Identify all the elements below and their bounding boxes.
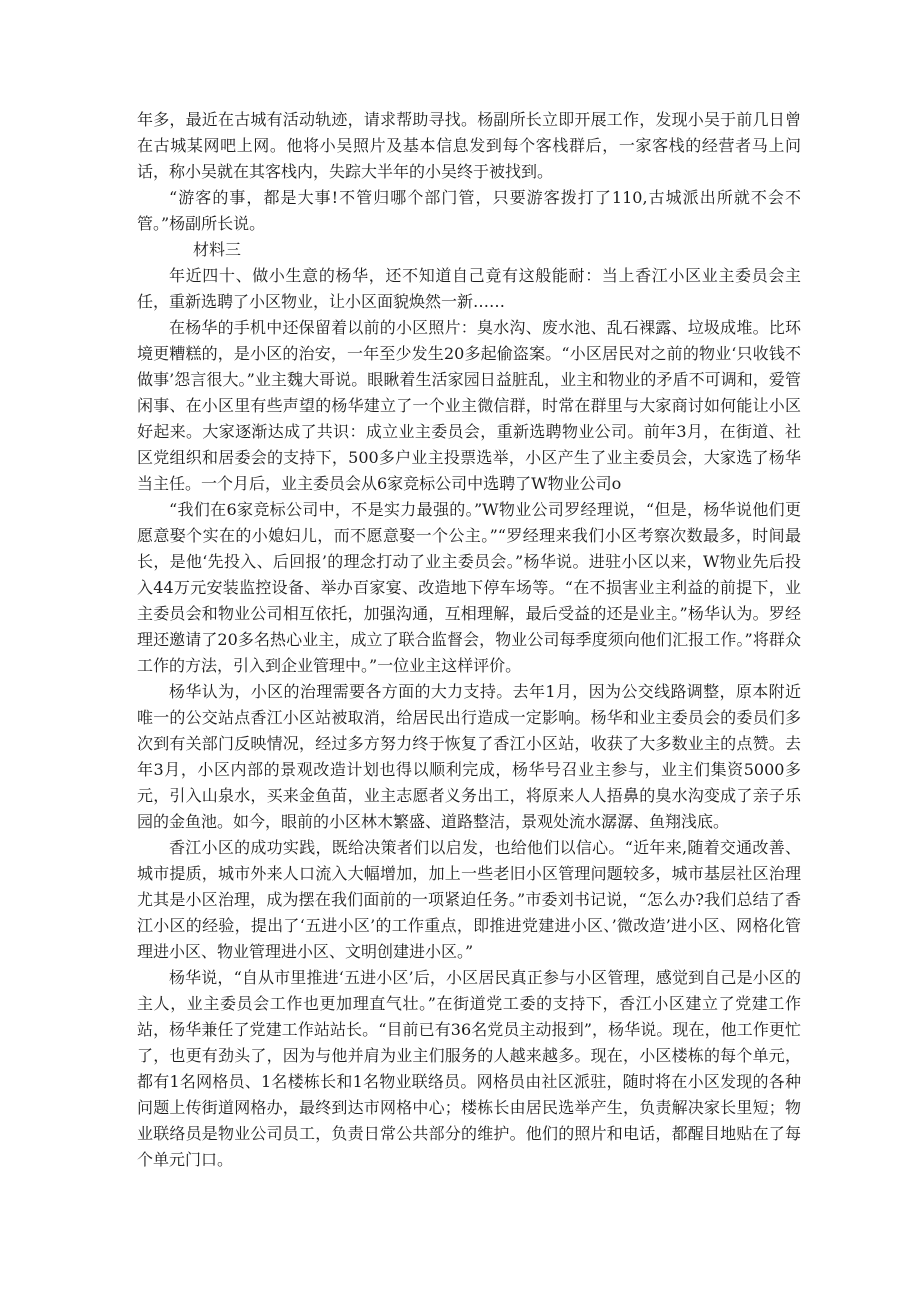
- paragraph-old-community: 在杨华的手机中还保留着以前的小区照片：臭水沟、废水池、乱石裸露、垃圾成堆。比环境更糟糕的，是小区的治安，一年至少发生20多起偷盗案。“小区居民对之前的物业‘只收钱不做事’怨言很大。”业主魏大哥说。眼瞅着生活家园日益脏乱，业主和物业的矛盾不可调和，爱管闲事、在小区里有些声望的杨华建立了一个业主微信群，时常在群里与大家商讨如何能让小区好起来。大家逐渐达成了共识：成立业主委员会，重新选聘物业公司。前年3月，在街道、社区党组织和居委会的支持下，500多户业主投票选举，小区产生了业主委员会，大家选了杨华当主任。一个月后，业主委员会从6家竞标公司中选聘了W物业公司o: [137, 318, 801, 493]
- paragraph-city-experience: 香江小区的成功实践，既给决策者们以启发，也给他们以信心。“近年来,随着交通改善、城市提质，城市外来人口流入大幅增加，加上一些老旧小区管理问题较多，城市基层社区治理尤其是小区治理，成为摆在我们面前的一项紧迫任务。”市委刘书记说，“怎么办?我们总结了香江小区的经验，提出了‘五进小区’的工作重点，即推进党建进小区、’微改造’进小区、网格化管理进小区、物业管理进小区、文明创建进小区。”: [137, 838, 801, 961]
- section-heading: 材料三: [193, 240, 242, 259]
- document-body: [137, 107, 801, 1173]
- paragraph-intro-yanghua: 年近四十、做小生意的杨华，还不知道自己竟有这般能耐：当上香江小区业主委员会主任，重新选聘了小区物业，让小区面貌焕然一新……: [137, 266, 801, 311]
- paragraph-party-workstation: 杨华说，“自从市里推进‘五进小区’后，小区居民真正参与小区管理，感觉到自己是小区的主人，业主委员会工作也更加理直气壮。”在街道党工委的支持下，香江小区建立了党建工作站，杨华兼任了党建工作站站长。“目前已有36名党员主动报到”，杨华说。现在，他工作更忙了，也更有劲头了，因为与他并肩为业主们服务的人越来越多。现在，小区楼栋的每个单元，都有1名网格员、1名楼栋长和1名物业联络员。网格员由社区派驻，随时将在小区发现的各种问题上传街道网格办，最终到达市网格中心；楼栋长由居民选举产生，负责解决家长里短；物业联络员是物业公司员工，负责日常公共部分的维护。他们的照片和电话，都醒目地贴在了每个单元门口。: [137, 968, 801, 1169]
- paragraph-continuation: 年多，最近在古城有活动轨迹，请求帮助寻找。杨副所长立即开展工作，发现小吴于前几日曾在古城某网吧上网。他将小吴照片及基本信息发到每个客栈群后，一家客栈的经营者马上问话，称小吴就在其客栈内，失踪大半年的小吴终于被找到。: [137, 110, 801, 181]
- paragraph-property-company: “我们在6家竞标公司中，不是实力最强的。”W物业公司罗经理说，“但是，杨华说他们更愿意娶个实在的小媳妇儿，而不愿意娶一个公主。”“罗经理来我们小区考察次数最多，时间最长，是他‘先投入、后回报’的理念打动了业主委员会。”杨华说。进驻小区以来，W物业先后投入44万元安装监控设备、举办百家宴、改造地下停车场等。“在不损害业主利益的前提下，业主委员会和物业公司相互依托，加强沟通，互相理解，最后受益的还是业主。”杨华认为。罗经理还邀请了20多名热心业主，成立了联合监督会，物业公司每季度须向他们汇报工作。”将群众工作的方法，引入到企业管理中。”一位业主这样评价。: [137, 500, 801, 675]
- paragraph-community-support: 杨华认为，小区的治理需要各方面的大力支持。去年1月，因为公交线路调整，原本附近唯一的公交站点香江小区站被取消，给居民出行造成一定影响。杨华和业主委员会的委员们多次到有关部门反映情况，经过多方努力终于恢复了香江小区站，收获了大多数业主的点赞。去年3月，小区内部的景观改造计划也得以顺利完成，杨华号召业主参与，业主们集资5000多元，引入山泉水，买来金鱼苗，业主志愿者义务出工，将原来人人捂鼻的臭水沟变成了亲子乐园的金鱼池。如今，眼前的小区林木繁盛、道路整洁，景观处流水潺潺、鱼翔浅底。: [137, 682, 801, 831]
- paragraph-quote-deputy-director: “游客的事，都是大事!不管归哪个部门管，只要游客拨打了110,古城派出所就不会不管。”杨副所长说。: [137, 188, 801, 233]
